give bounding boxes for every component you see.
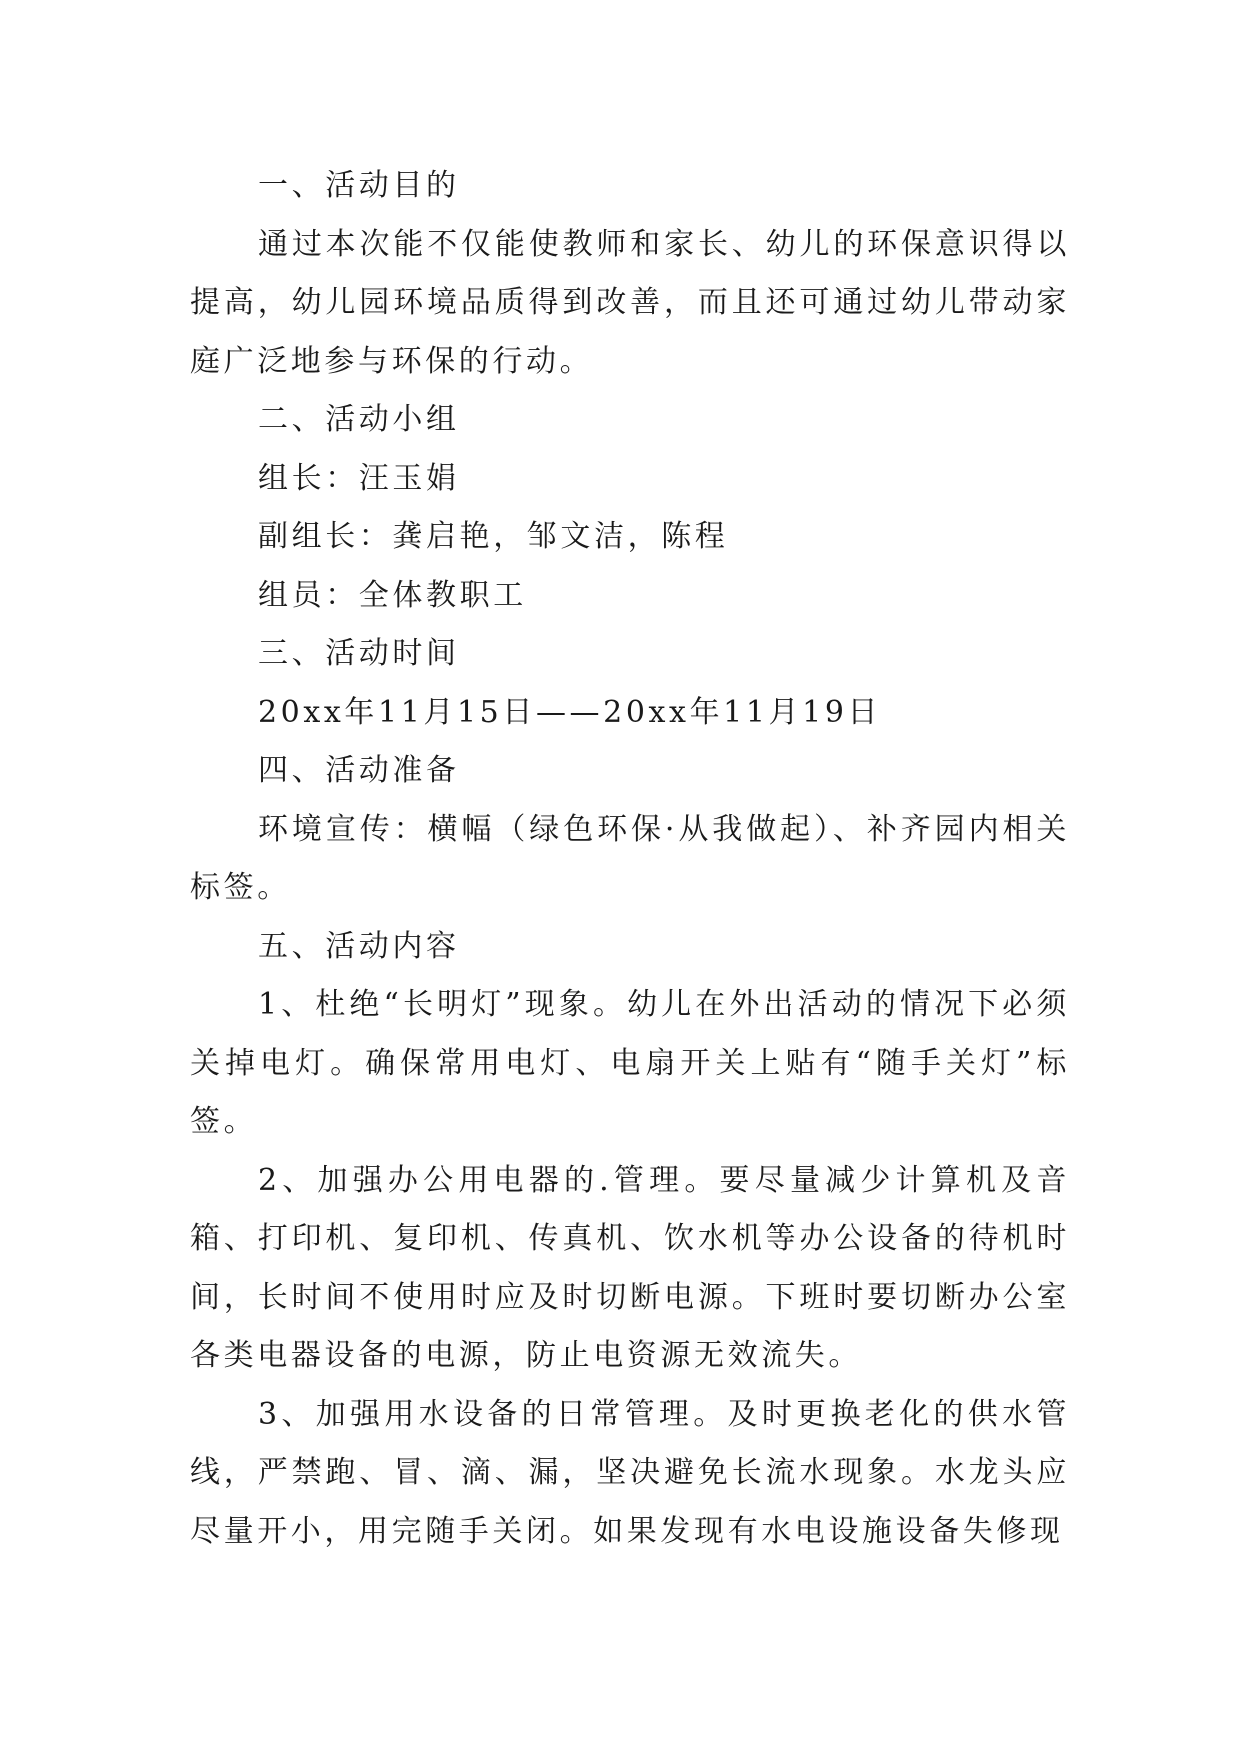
activity-date-range: 20xx年11月15日——20xx年11月19日 <box>258 694 882 730</box>
document-body <box>190 157 1070 1561</box>
content-item-1: 1、杜绝“长明灯”现象。幼儿在外出活动的情况下必须关掉电灯。确保常用电灯、电扇开关上贴有“随手关灯”标签。 <box>190 987 1070 1139</box>
section-heading-purpose: 一、活动目的 <box>258 168 460 203</box>
section-heading-content: 五、活动内容 <box>258 928 460 964</box>
deputy-leader-line: 副组长：龚启艳，邹文洁，陈程 <box>258 519 729 554</box>
purpose-paragraph: 通过本次能不仅能使教师和家长、幼儿的环保意识得以提高，幼儿园环境品质得到改善，而且还可通过幼儿带动家庭广泛地参与环保的行动。 <box>190 226 1070 379</box>
section-heading-time: 三、活动时间 <box>258 636 460 671</box>
content-item-2: 2、加强办公用电器的.管理。要尽量减少计算机及音箱、打印机、复印机、传真机、饮水机等办公设备的待机时间，长时间不使用时应及时切断电源。下班时要切断办公室各类电器设备的电源，防止电资源无效流失。 <box>190 1162 1070 1373</box>
group-leader-line: 组长：汪玉娟 <box>258 460 460 496</box>
content-item-3: 3、加强用水设备的日常管理。及时更换老化的供水管线，严禁跑、冒、滴、漏，坚决避免长流水现象。水龙头应尽量开小，用完随手关闭。如果发现有水电设施设备失修现 <box>190 1396 1070 1549</box>
preparation-paragraph: 环境宣传：横幅（绿色环保·从我做起）、补齐园内相关标签。 <box>190 811 1070 905</box>
section-heading-preparation: 四、活动准备 <box>258 753 460 788</box>
section-heading-group: 二、活动小组 <box>258 402 460 437</box>
group-members-line: 组员：全体教职工 <box>258 577 527 613</box>
